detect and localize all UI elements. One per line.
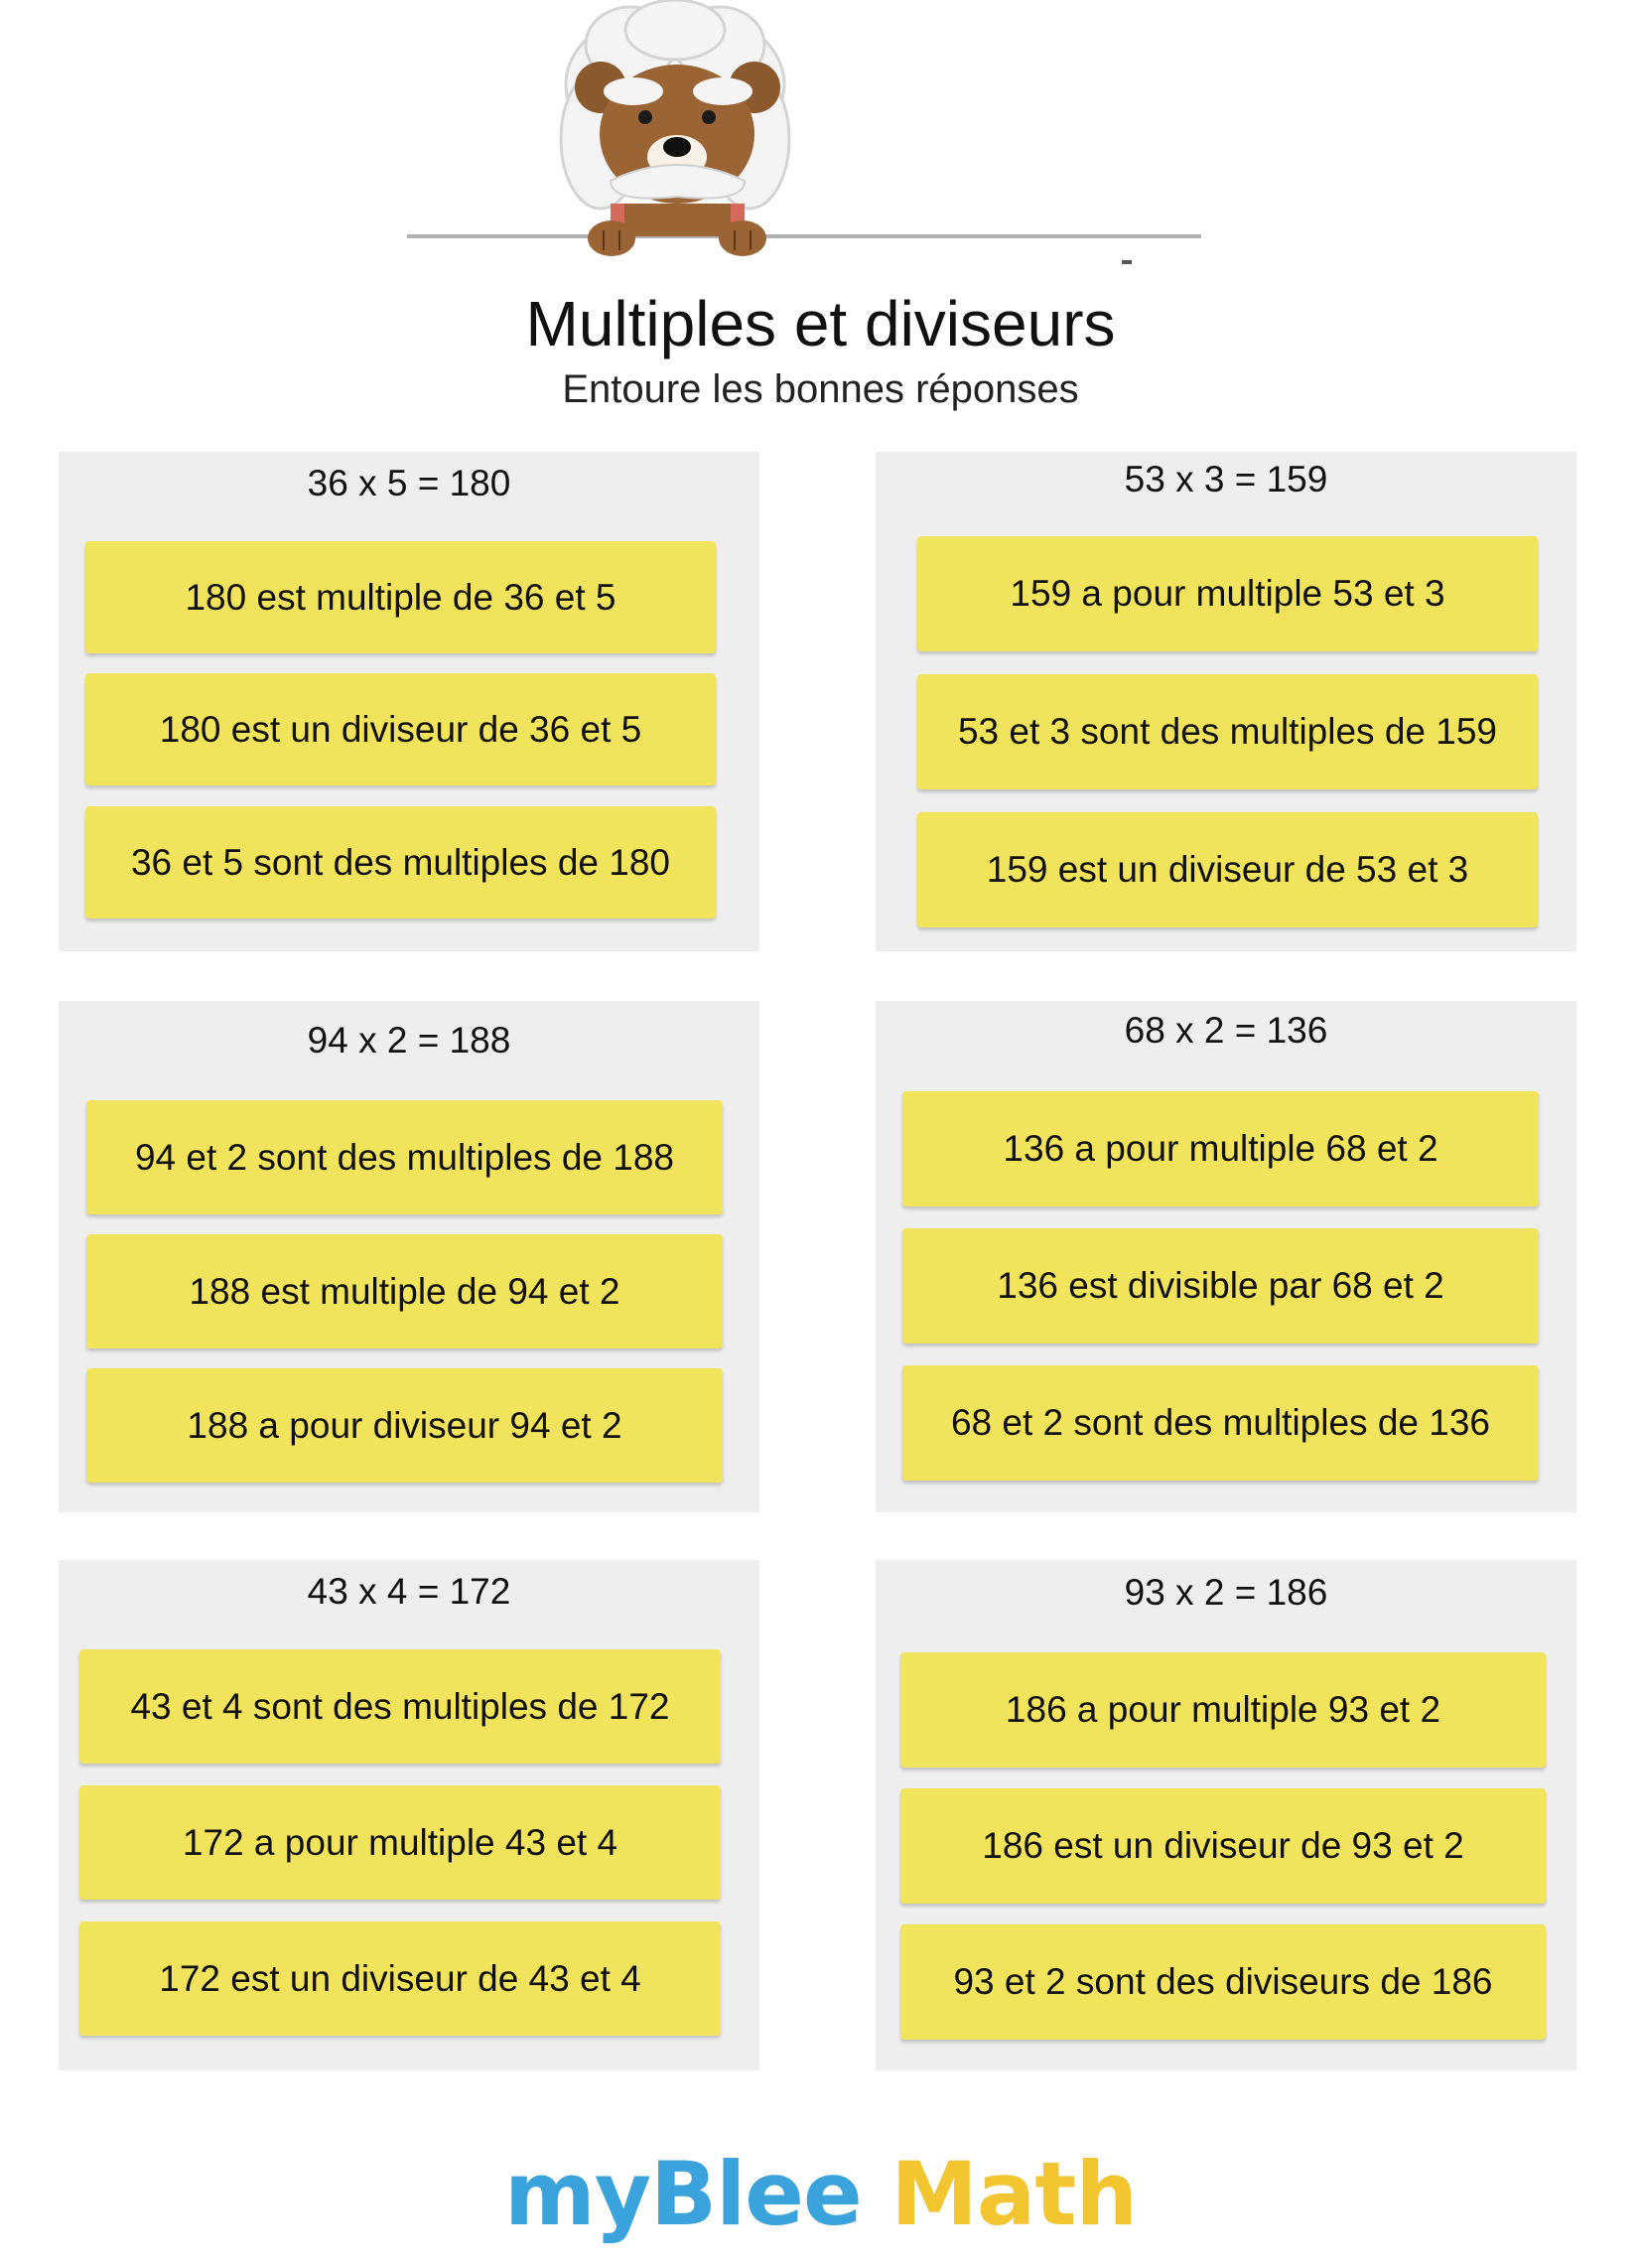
answer-option[interactable]: 136 est divisible par 68 et 2 xyxy=(902,1228,1539,1344)
answer-option[interactable]: 172 a pour multiple 43 et 4 xyxy=(79,1785,721,1900)
answer-option[interactable]: 180 est multiple de 36 et 5 xyxy=(85,541,716,653)
brand-name-math: Math xyxy=(861,2143,1137,2245)
answer-option[interactable]: 172 est un diviseur de 43 et 4 xyxy=(79,1921,721,2036)
exercise-card-3 xyxy=(59,1001,759,1512)
answer-option[interactable]: 180 est un diviseur de 36 et 5 xyxy=(85,673,716,785)
answer-option[interactable]: 53 et 3 sont des multiples de 159 xyxy=(917,674,1538,789)
exercise-card-2 xyxy=(876,452,1576,951)
answer-option[interactable]: 43 et 4 sont des multiples de 172 xyxy=(79,1649,721,1764)
exercise-card-4 xyxy=(876,1001,1576,1512)
page-title: Multiples et diviseurs xyxy=(525,288,1116,359)
exercise-equation: 94 x 2 = 188 xyxy=(307,1020,511,1061)
exercise-card-5 xyxy=(59,1560,759,2070)
answer-option[interactable]: 188 est multiple de 94 et 2 xyxy=(86,1234,723,1348)
exercise-equation: 68 x 2 = 136 xyxy=(1124,1010,1328,1051)
brand-name-myblee: myBlee xyxy=(504,2143,862,2245)
exercise-card-6 xyxy=(876,1560,1576,2070)
answer-option[interactable]: 186 a pour multiple 93 et 2 xyxy=(900,1652,1546,1768)
answer-option[interactable]: 94 et 2 sont des multiples de 188 xyxy=(86,1100,723,1214)
exercise-equation: 93 x 2 = 186 xyxy=(1124,1572,1328,1613)
answer-option[interactable]: 188 a pour diviseur 94 et 2 xyxy=(86,1368,723,1483)
exercise-equation: 53 x 3 = 159 xyxy=(1124,459,1328,499)
answer-option[interactable]: 36 et 5 sont des multiples de 180 xyxy=(85,806,716,919)
exercise-equation: 43 x 4 = 172 xyxy=(307,1571,511,1612)
bear-mascot-icon xyxy=(407,0,1201,278)
exercise-equation: 36 x 5 = 180 xyxy=(307,463,511,503)
answer-option[interactable]: 136 a pour multiple 68 et 2 xyxy=(902,1091,1539,1206)
answer-option[interactable]: 93 et 2 sont des diviseurs de 186 xyxy=(900,1924,1546,2040)
exercise-card-1 xyxy=(59,452,759,951)
answer-option[interactable]: 68 et 2 sont des multiples de 136 xyxy=(902,1365,1539,1481)
brand-logo xyxy=(0,2145,1641,2244)
answer-option[interactable]: 186 est un diviseur de 93 et 2 xyxy=(900,1788,1546,1904)
answer-option[interactable]: 159 est un diviseur de 53 et 3 xyxy=(917,812,1538,927)
page-subtitle: Entoure les bonnes réponses xyxy=(562,367,1079,411)
answer-option[interactable]: 159 a pour multiple 53 et 3 xyxy=(917,536,1538,651)
